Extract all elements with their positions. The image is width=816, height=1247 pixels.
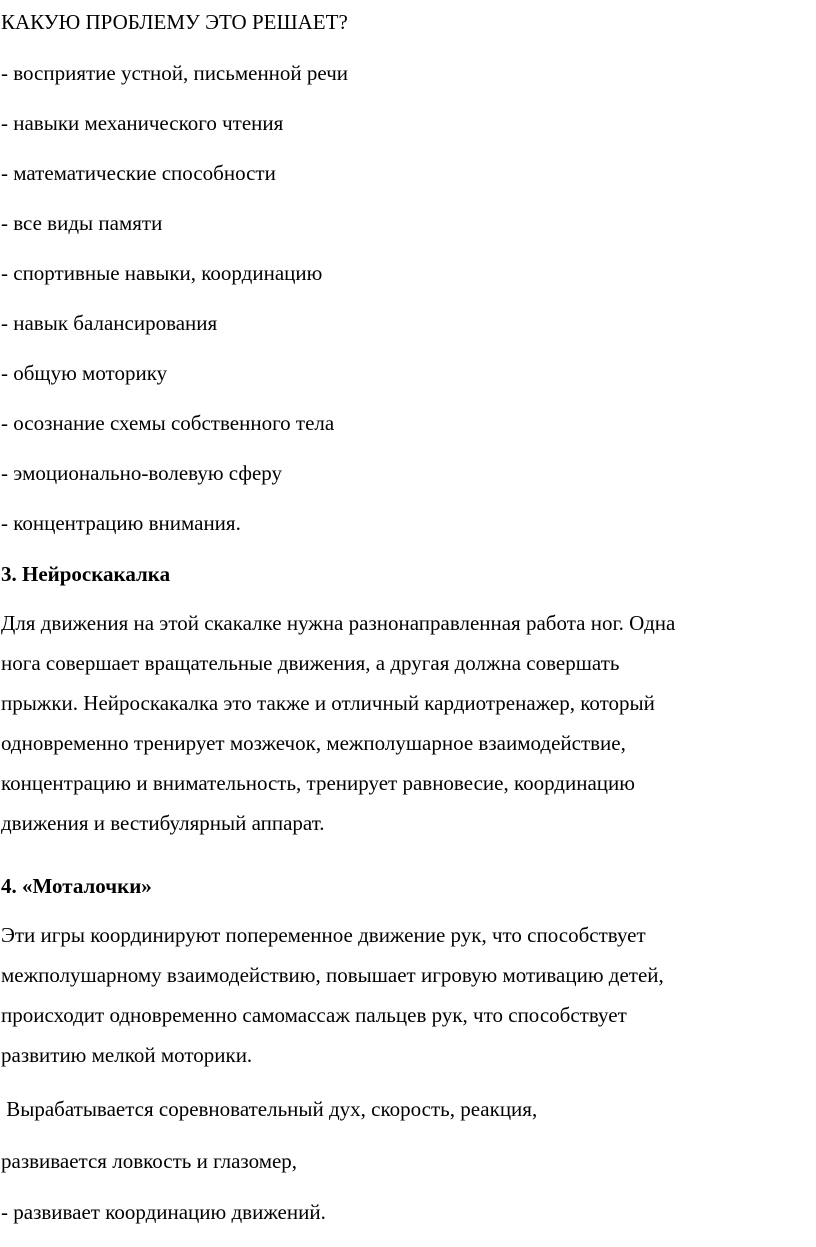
section-3-heading: 3. Нейроскакалка	[1, 562, 171, 586]
paragraph-line: Эти игры координируют попеременное движение рук, что способствует	[1, 923, 646, 947]
list-item: - восприятие устной, письменной речи	[1, 61, 349, 85]
paragraph-line: движения и вестибулярный аппарат.	[1, 811, 325, 835]
list-item: - осознание схемы собственного тела	[1, 411, 335, 435]
question-heading: КАКУЮ ПРОБЛЕМУ ЭТО РЕШАЕТ?	[1, 10, 348, 34]
extra-line: Вырабатывается соревновательный дух, скорость, реакция,	[1, 1097, 538, 1121]
paragraph-line: межполушарному взаимодействию, повышает игровую мотивацию детей,	[1, 963, 664, 987]
list-item: - математические способности	[1, 161, 276, 185]
extra-line: - развивает координацию движений.	[1, 1200, 326, 1224]
extra-line: развивается ловкость и глазомер,	[1, 1149, 298, 1173]
paragraph-line: прыжки. Нейроскакалка это также и отличный кардиотренажер, который	[1, 691, 655, 715]
paragraph-line: одновременно тренирует мозжечок, межполушарное взаимодействие,	[1, 731, 626, 755]
paragraph-line: концентрацию и внимательность, тренирует равновесие, координацию	[1, 771, 635, 795]
list-item: - навыки механического чтения	[1, 111, 284, 135]
paragraph-line: нога совершает вращательные движения, а другая должна совершать	[1, 651, 620, 675]
list-item: - навык балансирования	[1, 311, 218, 335]
list-item: - общую моторику	[1, 361, 168, 385]
list-item: - спортивные навыки, координацию	[1, 261, 323, 285]
list-item: - эмоционально-волевую сферу	[1, 461, 283, 485]
list-item: - все виды памяти	[1, 211, 163, 235]
section-3-paragraph	[1, 603, 813, 843]
section-4-heading: 4. «Моталочки»	[1, 874, 152, 898]
paragraph-line: развитию мелкой моторики.	[1, 1043, 253, 1067]
paragraph-line: Для движения на этой скакалке нужна разнонаправленная работа ног. Одна	[1, 611, 676, 635]
section-4-paragraph	[1, 915, 813, 1075]
list-item: - концентрацию внимания.	[1, 511, 241, 535]
paragraph-line: происходит одновременно самомассаж пальцев рук, что способствует	[1, 1003, 627, 1027]
